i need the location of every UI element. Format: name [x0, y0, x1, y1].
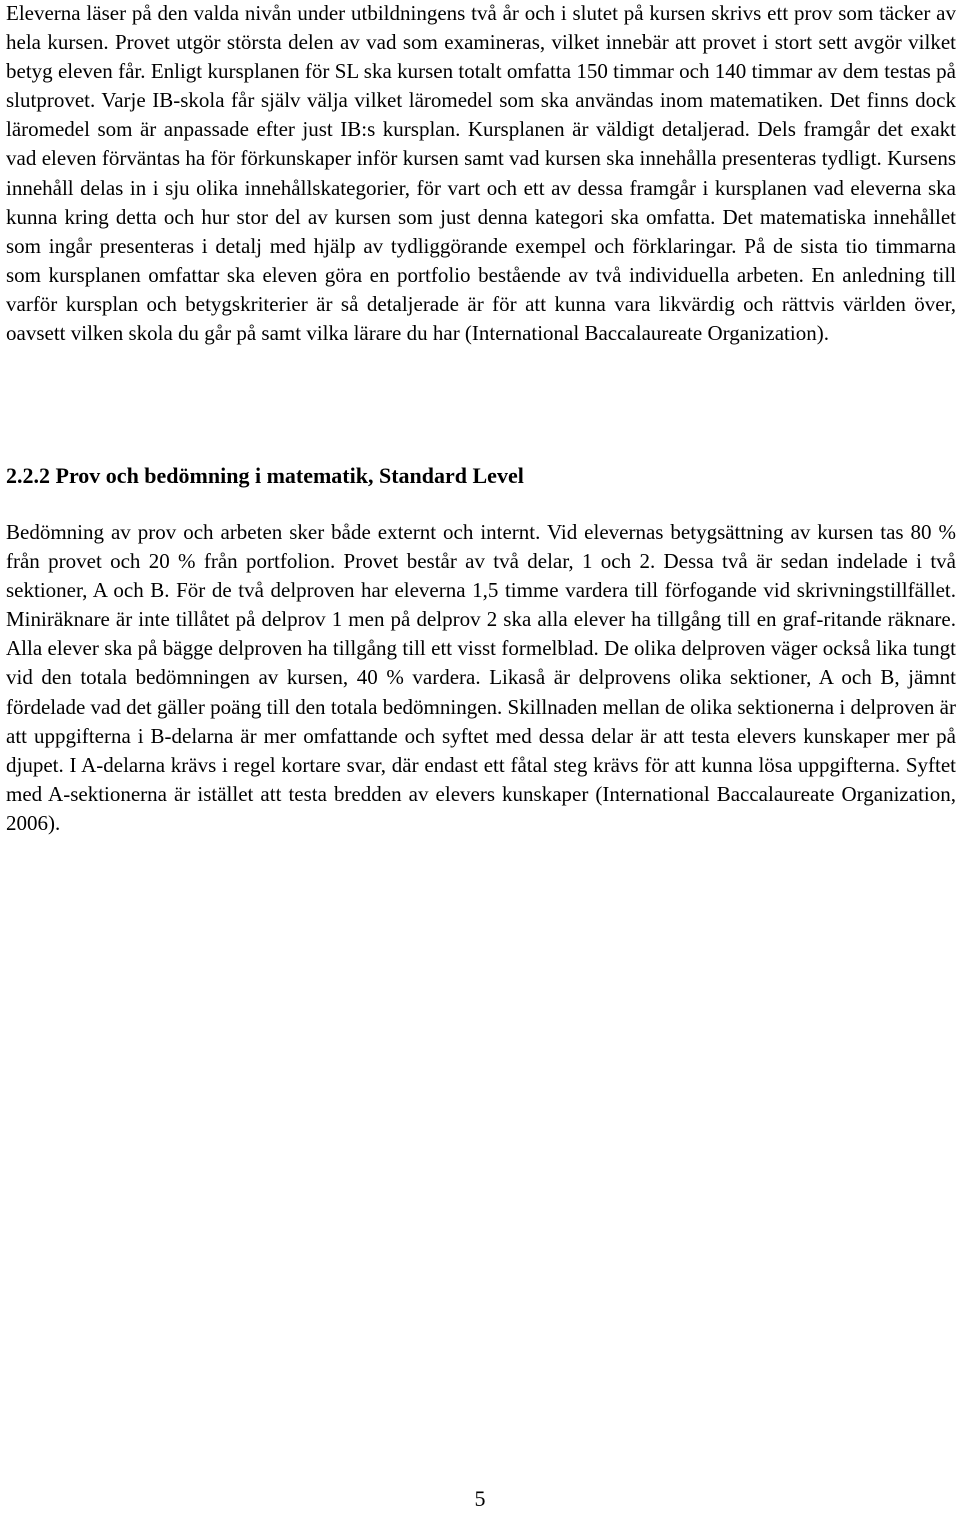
section-heading: 2.2.2 Prov och bedömning i matematik, Standard Level [6, 463, 524, 488]
body-paragraph-course-overview: Eleverna läser på den valda nivån under utbildningens två år och i slutet på kursen skrivs ett prov som täcker av hela kursen. Provet utgör största delen av vad som examineras, vilket innebär att provet i stort sett avgör vilket betyg eleven får. Enligt kursplanen för SL ska kursen totalt omfatta 150 timmar och 140 timmar av dem testas på slutprovet. Varje IB-skola får själv välja vilket läromedel som ska användas inom matematiken. Det finns dock läromedel som är anpassade efter just IB:s kursplan. Kursplanen är väldigt detaljerad. Dels framgår det exakt vad eleven förväntas ha för förkunskaper inför kursen samt vad kursen ska innehålla presenteras tydligt. Kursens innehåll delas in i sju olika innehållskategorier, för vart och ett av dessa framgår i kursplanen vad eleverna ska kunna kring detta och hur stor del av kursen som just denna kategori ska omfatta. Det matematiska innehållet som ingår presenteras i detalj med hjälp av tydliggörande exempel och förklaringar. På de sista tio timmarna som kursplanen omfattar ska eleven göra en portfolio bestående av två individuella arbeten. En anledning till varför kursplan och betygskriterier är så detaljerade är för att kunna vara likvärdig och rättvis världen över, oavsett vilken skola du går på samt vilka lärare du har (International Baccalaureate Organization). [6, 1, 956, 346]
body-paragraph-assessment: Bedömning av prov och arbeten sker både externt och internt. Vid elevernas betygsättning av kursen tas 80 % från provet och 20 % från portfolion. Provet består av två delar, 1 och 2. Dessa två är sedan indelade i två sektioner, A och B. För de två delproven har eleverna 1,5 timme vardera till förfogande vid skrivningstillfället. Miniräknare är inte tillåtet på delprov 1 men på delprov 2 ska alla elever ha tillgång till en graf-ritande räknare. Alla elever ska på bägge delproven ha tillgång till ett visst formelblad. De olika delproven väger också lika tungt vid den totala bedömningen av kursen, 40 % vardera. Likaså är delprovens olika sektioner, A och B, jämnt fördelade vad det gäller poäng till den totala bedömningen. Skillnaden mellan de olika sektionerna i delproven är att uppgifterna i B-delarna är mer omfattande och syftet med dessa delar är att testa elevers kunskaper mer på djupet. I A-delarna krävs i regel kortare svar, där endast ett fåtal steg krävs för att kunna lösa uppgifterna. Syftet med A-sektionerna är istället att testa bredden av elevers kunskaper (International Baccalaureate Organization, 2006). [6, 520, 956, 835]
page-number: 5 [474, 1486, 486, 1511]
